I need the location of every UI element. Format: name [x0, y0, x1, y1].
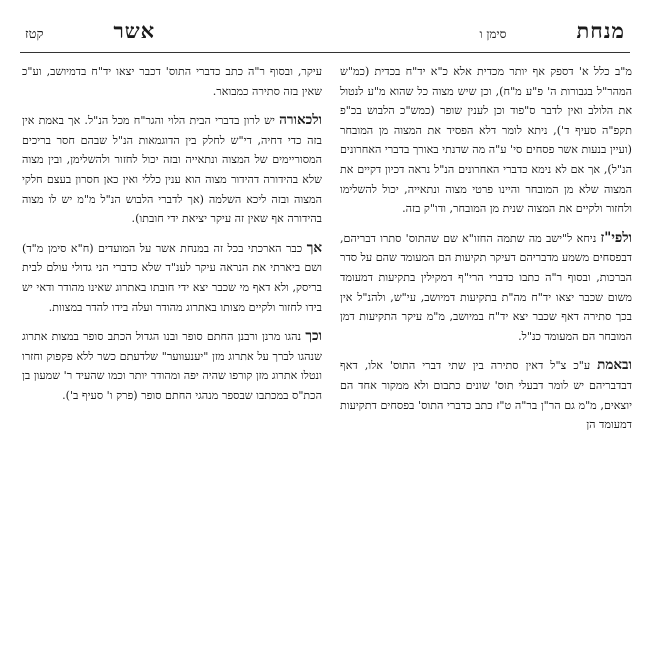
paragraph-text: ניחא ל"ישב מה שתמה החזו"א שם שהתוס' סתרו דבריהם, דבפסחים משמע מדבריהם דעיקר תקיעות הם המעומד שהם על סדר הברכות, ובסוף ר"ה כתבו כדברי הרי"ף דמקילין בתקיעות דמעומד משום שכבר יצאו יד"ח מה"ת בתקיעות דמיושב, עי"ש, ולהנ"ל אין בכך סתירה דאף שכבר יצא יד"ח במיושב, מ"מ עיקר התקיעות דמן המובחר הם המעומד כנ"ל. — [340, 231, 632, 343]
paragraph — [340, 356, 632, 434]
right-column — [340, 62, 632, 445]
siman-label: סימן ו — [479, 27, 507, 41]
paragraph-text: מ"ב כלל א' דספק אף יותר מכדית אלא כ"א יד"ח בכדית (כמ"ש המהר"ל בגבורות ה' פ"ע מ"ח), וכן שיש מצוה כל שהוא מ"ע לנטול את הלולב ואין לדבר ס"פוד וכן לענין שופר (כמש"כ הלבוש בכ"פ תקפ"ה סעיף ד'), ניתא לומר דלא הפסיד את המצוה מן המובחר (ועיין בנעות אשר פסחים סי' ע"ה מה שדנתי באורך בדברי האחרונים הנ"ל), אך אם לא נימא כדברי האחרונים הנ"ל נראה דכיון דקיים את המצוה שלא מן המובחר והיינו פרטי מצוה ונתאייה, יכול להשלימו ולחזור ולקיים את המצוה שנית מן המובחר, ודו"ק בזה. — [340, 65, 632, 216]
left-column — [22, 62, 322, 416]
paragraph — [22, 239, 322, 317]
paragraph-lead: אך — [306, 239, 322, 256]
book-title-left: אשר — [113, 18, 156, 43]
header-right-group — [479, 18, 625, 44]
paragraph-lead: ולפי"ז — [600, 229, 632, 246]
page-number: קטז — [25, 27, 44, 42]
paragraph-text: עיקר, ובסוף ר"ה כתב כדברי התוס' דכבר יצאו יד"ח בדמיושב, וע"כ שאין בזה סתירה כמבואר. — [22, 65, 322, 98]
paragraph — [340, 62, 632, 219]
paragraph-text: יש לרון בדברי הבית הלוי והגר"ח מכל הנ"ל. אך באמת אין בזה כדי דחיה, די"ש לחלק בין הדוגמאות הנ"ל שבהם חסר בריכים המסוריימים של המצוה ונתאייה ובזה יכול לחזור ולהשלימן, ובין מצוה שלא בהידורה דהידור מצוה הוא ענין כללי ואין כאן חסרון בעצם חלקי המצוה ובזה ליכא השלמה (אך לדברי הלבוש הנ"ל מ"מ יש לו מצוה בהידורה אף שאין זה עיקר יציאת ידי חובתו). — [22, 114, 322, 226]
paragraph-text: נהגו מרנן ורבנן החתם סופר ובנו הגדול הכתב סופר במצות אתרוג שנהגו לברך על אתרוג מזן "יענעווער" שלדעתם כשר ללא פקפוק וחזרו ונטלו אתרוג מזן קורפו שהיה יפה ומהודר יותר וכמו שהעיד ר' שמעון בן הכת"ס במכתבו שבספר מנהגי החתם סופר (פרק ו' סעיף ב'). — [22, 330, 322, 402]
paragraph-lead: וכך — [305, 328, 322, 345]
paragraph-lead: ובאמת — [597, 357, 633, 374]
paragraph-lead: ולכאורה — [279, 112, 323, 129]
book-title-right: מנחת — [576, 18, 625, 43]
paragraph-text: ע"כ צ"ל דאין סתירה בין שתי דברי התוס' אלו, דאף דבדבריהם יש לומר דבעלי תוס' שונים כתבום ולא ממקור אחד הם יוצאים, מ"מ גם הר"ן בר"ה ט"ז כתב כדברי התוס' בפסחים דתקיעות דמעומד הן — [340, 359, 632, 432]
header-left-group — [25, 18, 155, 44]
header-rule — [20, 52, 630, 53]
paragraph — [22, 62, 322, 101]
paragraph — [22, 327, 322, 405]
paragraph-text: כבר הארכתי בכל זה במנחת אשר על המועדים (ח"א סימן מ"ד) ושם ביארתי את הנראה עיקר לענ"ד שלא כדברי הני גדולי עולם לבית בריסק, ולא דאף מי שכבר יצא ידי חובתו באתרוג שאינו מהודר ודאי יש בידו לחזור ולקיים מצותו באתרוג מהודר ועלה בידו להדר במצוות. — [22, 241, 322, 314]
paragraph — [22, 111, 322, 229]
paragraph — [340, 229, 632, 347]
